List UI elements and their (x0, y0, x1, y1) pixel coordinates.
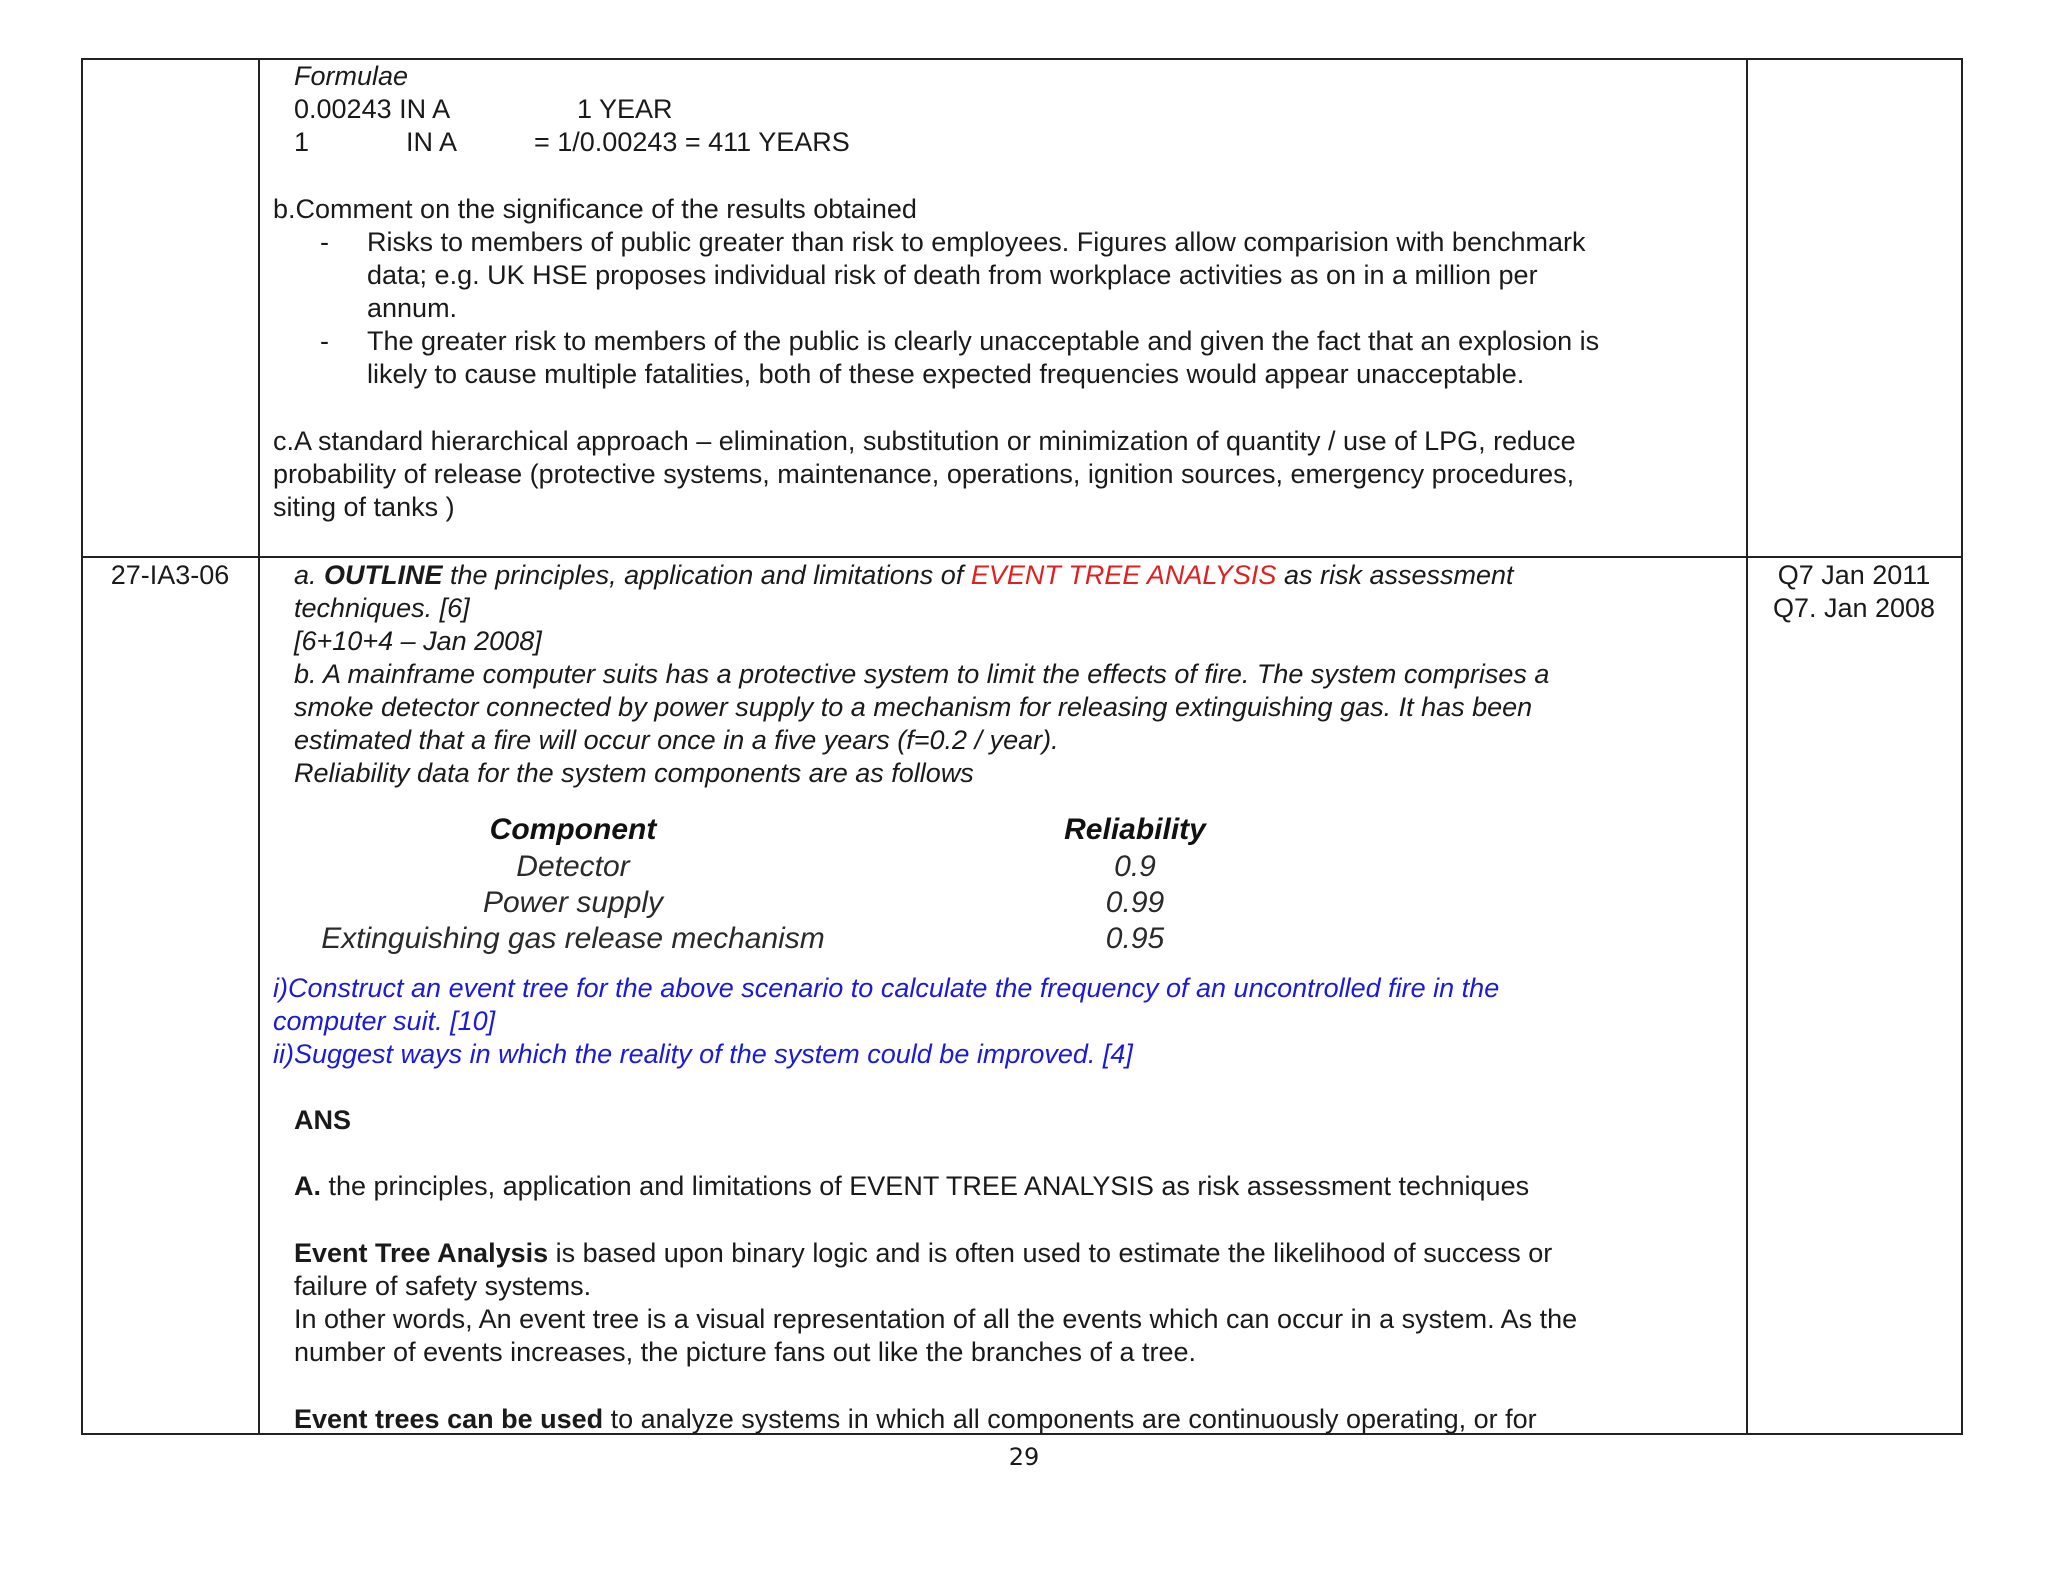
question-reference: Q7. Jan 2008 (1772, 593, 1936, 623)
table-column-divider (258, 60, 260, 1433)
reliability-row-value: 0.95 (1105, 922, 1165, 955)
question-a-prefix: a. (294, 560, 325, 590)
section-c-line: c.A standard hierarchical approach – elimination, substitution or minimization of quantity / use of LPG, reduce (273, 426, 1576, 456)
answer-a-marker: A. (294, 1171, 321, 1201)
eta-term: Event Tree Analysis (294, 1238, 549, 1268)
event-trees-use-text: to analyze systems in which all components are continuously operating, or for (603, 1404, 1537, 1434)
reliability-row-value: 0.99 (1105, 886, 1165, 919)
formula-line2-mid: IN A (406, 127, 458, 157)
page-number: 29 (1008, 1443, 1040, 1471)
question-a-line2: techniques. [6] (294, 593, 470, 623)
table-row-divider (83, 556, 1961, 558)
question-a-line1 (294, 559, 1514, 592)
question-a-highlight: EVENT TREE ANALYSIS (970, 560, 1277, 590)
formulae-label: Formulae (294, 61, 409, 91)
bullet1-line: Risks to members of public greater than risk to employees. Figures allow comparision with benchmark (367, 227, 1586, 257)
answer-a-line (294, 1170, 1529, 1203)
eta-text: is based upon binary logic and is often used to estimate the likelihood of success or (548, 1238, 1553, 1268)
question-b-line: smoke detector connected by power supply to a mechanism for releasing extinguishing gas. It has been (294, 692, 1533, 722)
bullet1-line: annum. (367, 293, 458, 323)
question-a-keyword: OUTLINE (324, 560, 443, 590)
event-trees-use-term: Event trees can be used (294, 1404, 604, 1434)
eta-line3: In other words, An event tree is a visual representation of all the events which can occur in a system. As the (294, 1304, 1578, 1334)
question-b-line: Reliability data for the system components are as follows (294, 758, 974, 788)
question-b-line: b. A mainframe computer suits has a protective system to limit the effects of fire. The system comprises a (294, 659, 1550, 689)
reliability-header-reliability: Reliability (1064, 813, 1206, 846)
subquestion-line: computer suit. [10] (273, 1006, 496, 1036)
answer-a-text: the principles, application and limitations of EVENT TREE ANALYSIS as risk assessment techniques (321, 1171, 1530, 1201)
answer-label: ANS (294, 1105, 352, 1135)
bullet-marker: - (320, 326, 329, 356)
event-trees-use-line (294, 1403, 1537, 1436)
bullet2-line: likely to cause multiple fatalities, both of these expected frequencies would appear unacceptable. (367, 359, 1525, 389)
reliability-row-component: Detector (516, 850, 630, 883)
reliability-row-component: Power supply (482, 886, 664, 919)
question-b-line: estimated that a fire will occur once in a five years (f=0.2 / year). (294, 725, 1059, 755)
eta-line1 (294, 1237, 1552, 1270)
bullet1-line: data; e.g. UK HSE proposes individual risk of death from workplace activities as on in a million per (367, 260, 1538, 290)
bullet2-line: The greater risk to members of the public is clearly unacceptable and given the fact that an explosion is (367, 326, 1600, 356)
table-column-divider (1746, 60, 1748, 1433)
reliability-row-value: 0.9 (1114, 850, 1156, 883)
question-a-end: as risk assessment (1276, 560, 1514, 590)
question-a-middle: the principles, application and limitations of (442, 560, 971, 590)
section-c-line: siting of tanks ) (273, 492, 455, 522)
subquestion-line: ii)Suggest ways in which the reality of the system could be improved. [4] (273, 1039, 1133, 1069)
formula-line1-left: 0.00243 IN A (294, 94, 451, 124)
eta-line4: number of events increases, the picture fans out like the branches of a tree. (294, 1337, 1197, 1367)
eta-line2: failure of safety systems. (294, 1271, 592, 1301)
question-code: 27-IA3-06 (110, 560, 230, 590)
section-c-line: probability of release (protective systems, maintenance, operations, ignition sources, emergency procedures, (273, 459, 1575, 489)
section-b-heading: b.Comment on the significance of the results obtained (273, 194, 917, 224)
question-reference: Q7 Jan 2011 (1777, 560, 1931, 590)
formula-line2-right: = 1/0.00243 = 411 YEARS (534, 127, 850, 157)
bullet-marker: - (320, 227, 329, 257)
formula-line2-left: 1 (294, 127, 310, 157)
reliability-header-component: Component (489, 813, 657, 846)
reliability-row-component: Extinguishing gas release mechanism (321, 922, 825, 955)
marks-line: [6+10+4 – Jan 2008] (294, 626, 542, 656)
subquestion-line: i)Construct an event tree for the above scenario to calculate the frequency of an uncontrolled fire in the (273, 973, 1500, 1003)
formula-line1-right: 1 YEAR (577, 94, 673, 124)
